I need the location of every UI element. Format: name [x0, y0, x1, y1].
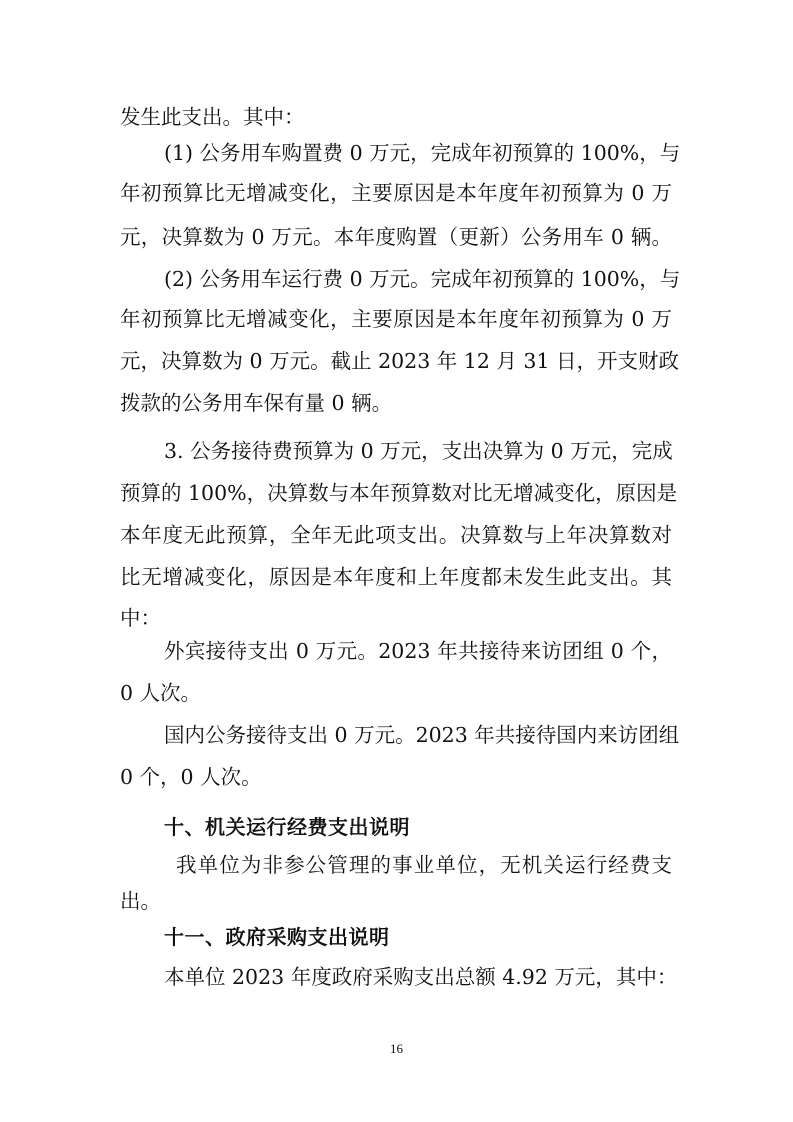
- text-line-9: 3. 公务接待费预算为 0 万元，支出决算为 0 万元，完成: [164, 439, 673, 463]
- section-heading-10: 十、机关运行经费支出说明: [164, 815, 410, 839]
- text-line-10: 预算的 100%，决算数与本年预算数对比无增减变化，原因是: [120, 481, 678, 505]
- section-heading-11: 十一、政府采购支出说明: [164, 925, 390, 949]
- text-line-2: (1) 公务用车购置费 0 万元，完成年初预算的 100%，与: [164, 141, 681, 165]
- page-number: 16: [390, 1041, 403, 1056]
- text-line-11: 本年度无此预算，全年无此项支出。决算数与上年决算数对: [120, 523, 672, 547]
- text-line-22: 本单位 2023 年度政府采购支出总额 4.92 万元，其中：: [164, 965, 678, 989]
- text-line-14: 外宾接待支出 0 万元。2023 年共接待来访团组 0 个，: [164, 639, 672, 663]
- text-line-20: 出。: [120, 889, 161, 913]
- text-line-3: 年初预算比无增减变化，主要原因是本年度年初预算为 0 万: [120, 181, 672, 205]
- text-line-1: 发生此支出。其中：: [120, 105, 305, 129]
- text-line-19: 我单位为非参公管理的事业单位，无机关运行经费支: [176, 853, 672, 877]
- text-line-12: 比无增减变化，原因是本年度和上年度都未发生此支出。其: [120, 565, 672, 589]
- text-line-7: 元，决算数为 0 万元。截止 2023 年 12 月 31 日，开支财政: [120, 349, 680, 373]
- text-line-6: 年初预算比无增减变化，主要原因是本年度年初预算为 0 万: [120, 307, 672, 331]
- text-line-13: 中：: [120, 606, 161, 630]
- text-line-4: 元，决算数为 0 万元。本年度购置（更新）公务用车 0 辆。: [120, 225, 672, 249]
- text-line-16: 国内公务接待支出 0 万元。2023 年共接待国内来访团组: [164, 723, 680, 747]
- text-line-8: 拨款的公务用车保有量 0 辆。: [120, 391, 393, 415]
- text-line-5: (2) 公务用车运行费 0 万元。完成年初预算的 100%，与: [164, 267, 681, 291]
- text-line-15: 0 人次。: [120, 681, 202, 705]
- text-line-17: 0 个，0 人次。: [120, 765, 262, 789]
